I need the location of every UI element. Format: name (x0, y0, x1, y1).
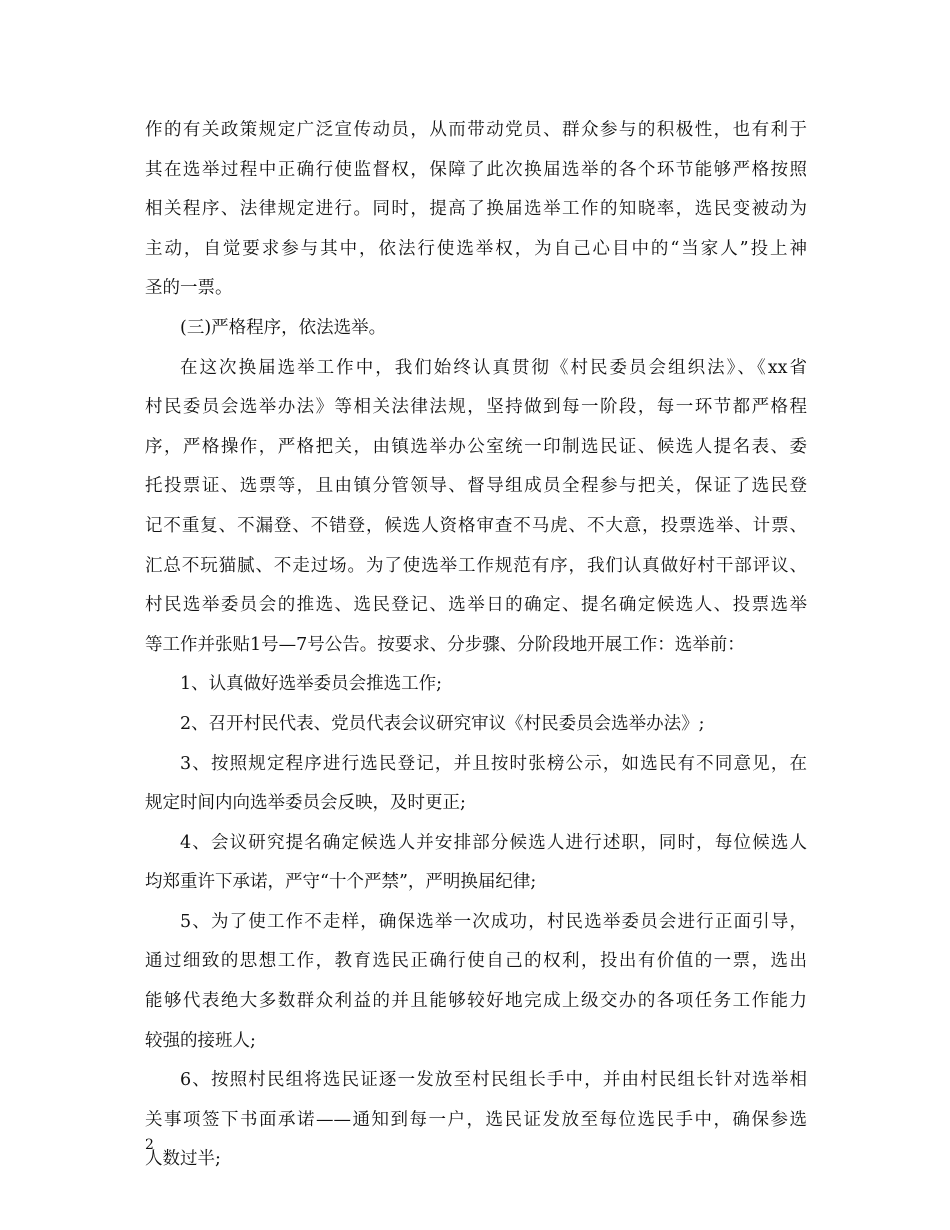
list-item: 4、会议研究提名确定候选人并安排部分候选人进行述职，同时，每位候选人 (180, 832, 807, 853)
paragraph-line: 记不重复、不漏登、不错登，候选人资格审查不马虎、不大意，投票选举、计票、 (145, 515, 807, 536)
paragraph-line: 托投票证、选票等，且由镇分管领导、督导组成员全程参与把关，保证了选民登 (145, 476, 807, 497)
list-item-continuation: 均郑重许下承诺，严守“十个严禁”，严明换届纪律; (145, 872, 537, 893)
list-item-continuation: 人数过半; (145, 1149, 221, 1170)
paragraph-line: 主动，自觉要求参与其中，依法行使选举权，为自己心目中的“当家人”投上神 (145, 238, 807, 259)
list-item: 6、按照村民组将选民证逐一发放至村民组长手中，并由村民组长针对选举相 (180, 1070, 807, 1091)
list-item-continuation: 通过细致的思想工作，教育选民正确行使自己的权利，投出有价值的一票，选出 (145, 951, 807, 972)
section-heading: (三)严格程序，依法选举。 (180, 317, 387, 338)
list-item-continuation: 能够代表绝大多数群众利益的并且能够较好地完成上级交办的各项任务工作能力 (145, 991, 807, 1012)
paragraph-line: 相关程序、法律规定进行。同时，提高了换届选举工作的知晓率，选民变被动为 (145, 199, 807, 220)
list-item: 5、为了使工作不走样，确保选举一次成功，村民选举委员会进行正面引导， (180, 911, 807, 932)
paragraph-line: 汇总不玩猫腻、不走过场。为了使选举工作规范有序，我们认真做好村干部评议、 (145, 555, 807, 576)
page-number: 2 (145, 1137, 154, 1153)
document-body (145, 111, 807, 1180)
paragraph-line: 序，严格操作，严格把关，由镇选举办公室统一印制选民证、候选人提名表、委 (145, 436, 807, 457)
list-item-continuation: 规定时间内向选举委员会反映，及时更正; (145, 793, 466, 814)
list-item: 1、认真做好选举委员会推选工作; (180, 674, 443, 695)
list-item: 3、按照规定程序进行选民登记，并且按时张榜公示，如选民有不同意见，在 (180, 753, 807, 774)
paragraph-line: 村民委员会选举办法》等相关法律法规，坚持做到每一阶段，每一环节都严格程 (145, 397, 807, 418)
paragraph-line: 圣的一票。 (145, 278, 233, 299)
paragraph-line: 村民选举委员会的推选、选民登记、选举日的确定、提名确定候选人、投票选举 (145, 595, 807, 616)
list-item-continuation: 关事项签下书面承诺——通知到每一户，选民证发放至每位选民手中，确保参选 (145, 1109, 807, 1130)
paragraph-line: 等工作并张贴1号—7号公告。按要求、分步骤、分阶段地开展工作：选举前： (145, 634, 745, 655)
paragraph-line: 其在选举过程中正确行使监督权，保障了此次换届选举的各个环节能够严格按照 (145, 159, 807, 180)
list-item: 2、召开村民代表、党员代表会议研究审议《村民委员会选举办法》; (180, 713, 705, 734)
paragraph-line: 在这次换届选举工作中，我们始终认真贯彻《村民委员会组织法》、《xx省 (180, 357, 807, 378)
list-item-continuation: 较强的接班人; (145, 1030, 256, 1051)
paragraph-line: 作的有关政策规定广泛宣传动员，从而带动党员、群众参与的积极性，也有利于 (145, 120, 807, 140)
